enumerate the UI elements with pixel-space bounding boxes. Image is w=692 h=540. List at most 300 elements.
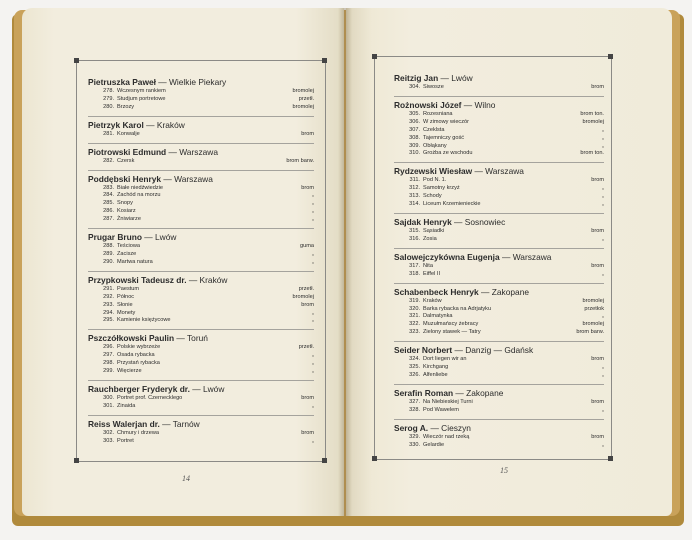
artwork-number: 281. <box>103 130 114 137</box>
photographer-city: Kraków <box>156 119 185 130</box>
entry-divider <box>88 329 314 330</box>
photographer-heading <box>88 333 314 344</box>
artwork-title: Portret prof. Czernecklego <box>117 394 183 401</box>
artwork-number: 291. <box>103 285 114 292</box>
artwork-number: 292. <box>103 293 114 300</box>
photographer-name: Rydzewski Wiesław <box>394 166 473 177</box>
artwork-title: Tajemniczy gość <box>423 134 465 141</box>
photographer-name: Sajdak Henryk <box>394 216 452 227</box>
artwork-number: 307. <box>409 126 420 133</box>
artwork-medium: „ <box>602 193 604 200</box>
photographer-city: Sosnowiec <box>464 216 506 227</box>
dash-separator: — <box>453 387 467 398</box>
artwork-row <box>394 434 604 442</box>
artwork-medium: brom <box>301 184 314 191</box>
photographer-city: Cieszyn <box>441 422 471 433</box>
photographer-name: Schabenbeck Henryk <box>394 286 479 297</box>
dash-separator: — <box>451 216 465 227</box>
artwork-row <box>394 356 604 364</box>
artwork-number: 297. <box>103 352 114 359</box>
catalog-entry <box>394 252 604 279</box>
artwork-medium: „ <box>312 437 314 444</box>
photographer-heading <box>88 384 314 395</box>
photographer-city: Toruń <box>187 333 208 344</box>
artwork-row <box>88 430 314 438</box>
artwork-title: Dort liegen wir an <box>423 356 467 363</box>
artwork-row <box>88 310 314 318</box>
catalog-entry <box>88 384 314 411</box>
artwork-medium: „ <box>312 258 314 265</box>
photographer-heading <box>88 232 314 243</box>
artwork-title: Zachód na morzu <box>117 192 161 199</box>
artwork-row <box>394 177 604 185</box>
artwork-row <box>88 294 314 302</box>
photographer-city: Wielkie Piekary <box>169 77 227 87</box>
frame-corner-ornament <box>608 456 613 461</box>
artwork-number: 315. <box>409 227 420 234</box>
artwork-number: 295. <box>103 317 114 324</box>
artwork-number: 312. <box>409 185 420 192</box>
artwork-title: Polskie wybrzeże <box>117 344 161 351</box>
artwork-title: Paestum <box>117 285 140 292</box>
artwork-row <box>394 263 604 271</box>
photographer-city: Warszawa <box>512 251 552 262</box>
entry-divider <box>394 213 604 214</box>
artwork-number: 302. <box>103 429 114 436</box>
artwork-medium: „ <box>602 235 604 242</box>
artwork-row <box>394 150 604 158</box>
artwork-row <box>394 143 604 151</box>
catalog-entry <box>88 174 314 225</box>
artwork-title: Siwosze <box>423 84 444 90</box>
dash-separator: — <box>478 286 492 297</box>
entry-divider <box>394 419 604 420</box>
artwork-medium: brom <box>591 84 604 90</box>
catalog-entry <box>88 147 314 166</box>
artwork-number: 287. <box>103 216 114 223</box>
artwork-row <box>394 127 604 135</box>
artwork-number: 328. <box>409 406 420 413</box>
artwork-title: Portret <box>117 437 134 444</box>
artwork-number: 329. <box>409 433 420 440</box>
artwork-number: 284. <box>103 192 114 199</box>
artwork-title: Sąsiadki <box>423 227 445 234</box>
artwork-medium: „ <box>602 441 604 448</box>
artwork-title: Zielony stawek — Tatry <box>423 329 481 336</box>
catalog-entry <box>394 166 604 209</box>
artwork-number: 290. <box>103 258 114 265</box>
photographer-city: Lwów <box>451 73 473 83</box>
artwork-number: 293. <box>103 301 114 308</box>
artwork-title: Samotny krzyż <box>423 185 460 192</box>
entry-divider <box>88 228 314 229</box>
photographer-heading <box>88 419 314 430</box>
artwork-number: 294. <box>103 309 114 316</box>
artwork-medium: brom <box>301 130 314 137</box>
photographer-name: Serafin Roman <box>394 387 454 398</box>
entry-divider <box>394 248 604 249</box>
catalog-entry <box>88 275 314 326</box>
photographer-name: Rauchberger Fryderyk dr. <box>88 383 190 394</box>
entry-divider <box>394 384 604 385</box>
artwork-title: Kirchgang <box>423 364 449 371</box>
dash-separator: — <box>155 77 169 87</box>
artwork-medium: „ <box>602 134 604 141</box>
dash-separator: — <box>189 383 203 394</box>
artwork-number: 319. <box>409 297 420 304</box>
photographer-name: Poddębski Henryk <box>88 173 162 184</box>
artwork-row <box>88 403 314 411</box>
artwork-medium: bromolej <box>292 103 314 110</box>
artwork-title: Żniwiarze <box>117 216 141 223</box>
artwork-row <box>394 364 604 372</box>
artwork-medium: bromolej <box>582 321 604 328</box>
artwork-number: 324. <box>409 356 420 363</box>
frame-corner-ornament <box>608 54 613 59</box>
artwork-number: 311. <box>409 177 420 184</box>
artwork-title: Osada rybacka <box>117 352 155 359</box>
artwork-number: 301. <box>103 402 114 409</box>
photographer-heading <box>394 423 604 434</box>
entry-divider <box>88 116 314 117</box>
artwork-medium: brom <box>301 394 314 401</box>
artwork-title: Chmury i drzewa <box>117 429 159 436</box>
artwork-row <box>88 317 314 325</box>
artwork-medium: bromolej <box>582 118 604 125</box>
artwork-title: Zacisze <box>117 250 137 257</box>
artwork-medium: brom <box>591 177 604 184</box>
catalog-entry <box>394 73 604 92</box>
entry-divider <box>394 162 604 163</box>
artwork-title: Alfenliebe <box>423 371 448 378</box>
photographer-heading <box>394 166 604 177</box>
artwork-title: W zimowy wieczór <box>423 118 469 125</box>
artwork-row <box>88 352 314 360</box>
artwork-title: Zinaida <box>117 402 136 409</box>
artwork-number: 306. <box>409 118 420 125</box>
artwork-number: 318. <box>409 270 420 277</box>
artwork-row <box>88 88 314 96</box>
frame-corner-ornament <box>372 54 377 59</box>
artwork-number: 314. <box>409 201 420 208</box>
entry-divider <box>394 341 604 342</box>
artwork-title: Rozesniana <box>423 110 453 117</box>
entry-divider <box>394 96 604 97</box>
artwork-title: Eiffel II <box>423 270 440 277</box>
artwork-row <box>394 119 604 127</box>
artwork-row <box>88 368 314 376</box>
photographer-city: Danzig — Gdańsk <box>465 345 534 356</box>
artwork-medium: brom <box>591 433 604 440</box>
entry-divider <box>88 380 314 381</box>
artwork-number: 327. <box>409 398 420 405</box>
artwork-medium: brom barw. <box>576 329 604 336</box>
catalog-entry <box>394 217 604 244</box>
artwork-medium: „ <box>312 352 314 359</box>
photographer-heading <box>88 120 314 131</box>
artwork-number: 289. <box>103 250 114 257</box>
artwork-medium: „ <box>602 185 604 192</box>
artwork-title: Studjum portretowe <box>117 95 166 102</box>
artwork-medium: „ <box>312 360 314 367</box>
artwork-medium: „ <box>602 270 604 277</box>
artwork-title: Obłąkany <box>423 142 447 149</box>
photographer-heading <box>88 174 314 185</box>
artwork-medium: brom barw. <box>286 157 314 164</box>
artwork-title: Pod N. 1. <box>423 177 447 184</box>
artwork-number: 285. <box>103 200 114 207</box>
catalog-entry <box>88 77 314 112</box>
artwork-title: Wczesnym rankiem <box>117 88 166 94</box>
dash-separator: — <box>499 251 513 262</box>
artwork-title: Białe niedźwiedzie <box>117 184 164 191</box>
artwork-row <box>394 399 604 407</box>
artwork-row <box>394 298 604 306</box>
artwork-title: Muzułmańscy żebracy <box>423 321 479 328</box>
artwork-row <box>88 438 314 446</box>
photographer-name: Pietruszka Paweł <box>88 77 156 87</box>
artwork-medium: przetł. <box>298 95 314 102</box>
artwork-medium: „ <box>312 208 314 215</box>
artwork-row <box>394 228 604 236</box>
artwork-medium: bromolej <box>292 88 314 94</box>
artwork-row <box>88 286 314 294</box>
artwork-medium: bromolej <box>582 297 604 304</box>
artwork-title: Barka rybacka na Adrjatyku <box>423 305 492 312</box>
photographer-heading <box>88 275 314 286</box>
artwork-medium: brom <box>591 227 604 234</box>
photographer-city: Warszawa <box>179 146 218 157</box>
artwork-row <box>394 271 604 279</box>
artwork-row <box>394 201 604 209</box>
photographer-name: Pszczółkowski Paulin <box>88 333 175 344</box>
photographer-heading <box>394 345 604 356</box>
artwork-number: 304. <box>409 84 420 90</box>
entry-divider <box>88 143 314 144</box>
artwork-title: Czeklsta <box>423 126 445 133</box>
photographer-heading <box>88 147 314 158</box>
artwork-row <box>88 192 314 200</box>
dash-separator: — <box>166 146 180 157</box>
photographer-heading <box>394 287 604 298</box>
artwork-row <box>394 84 604 92</box>
artwork-number: 288. <box>103 243 114 250</box>
artwork-row <box>88 216 314 224</box>
dash-separator: — <box>186 274 200 285</box>
artwork-medium: „ <box>602 364 604 371</box>
artwork-number: 298. <box>103 360 114 367</box>
left-page-catalog <box>88 77 314 450</box>
artwork-number: 316. <box>409 235 420 242</box>
artwork-title: Kraków <box>423 297 442 304</box>
artwork-medium: brom ton. <box>580 150 604 157</box>
artwork-row <box>394 372 604 380</box>
catalog-entry <box>394 345 604 380</box>
artwork-number: 317. <box>409 262 420 269</box>
artwork-row <box>88 208 314 216</box>
artwork-title: Snopy <box>117 200 133 207</box>
artwork-medium: „ <box>312 309 314 316</box>
artwork-number: 325. <box>409 364 420 371</box>
book-gutter <box>338 8 352 516</box>
artwork-title: Gelardie <box>423 441 445 448</box>
dash-separator: — <box>452 345 466 356</box>
artwork-title: Nita <box>423 262 433 269</box>
artwork-title: Kamienie księżycowe <box>117 317 171 324</box>
artwork-number: 309. <box>409 142 420 149</box>
artwork-title: Konwalje <box>117 130 140 137</box>
photographer-name: Seider Norbert <box>394 345 453 356</box>
artwork-title: Schody <box>423 193 442 200</box>
artwork-number: 308. <box>409 134 420 141</box>
artwork-row <box>88 185 314 193</box>
entry-divider <box>88 415 314 416</box>
photographer-name: Przypkowski Tadeusz dr. <box>88 274 187 285</box>
artwork-title: Grożba ze wschodu <box>423 150 473 157</box>
artwork-medium: „ <box>602 142 604 149</box>
artwork-medium: „ <box>602 201 604 208</box>
artwork-title: Północ <box>117 293 135 300</box>
artwork-medium: „ <box>312 317 314 324</box>
dash-separator: — <box>438 73 452 83</box>
artwork-medium: „ <box>602 406 604 413</box>
artwork-number: 305. <box>409 110 420 117</box>
photographer-city: Wilno <box>474 99 496 110</box>
artwork-medium: „ <box>312 250 314 257</box>
artwork-number: 322. <box>409 321 420 328</box>
artwork-title: Teściowa <box>117 243 141 250</box>
artwork-number: 310. <box>409 150 420 157</box>
artwork-medium: przetłok <box>584 305 604 312</box>
photographer-name: Piotrowski Edmund <box>88 146 167 157</box>
artwork-row <box>88 158 314 166</box>
photographer-city: Lwów <box>155 232 177 243</box>
artwork-medium: brom ton. <box>580 110 604 117</box>
right-page-number: 15 <box>500 466 508 475</box>
catalog-entry <box>394 388 604 415</box>
artwork-title: Kosiarz <box>117 208 136 215</box>
artwork-title: Wieczór nad rzeką <box>423 433 470 440</box>
artwork-row <box>88 243 314 251</box>
entry-divider <box>88 170 314 171</box>
artwork-medium: brom <box>591 356 604 363</box>
artwork-title: Dalmatynka <box>423 313 453 320</box>
artwork-number: 300. <box>103 394 114 401</box>
entry-divider <box>88 271 314 272</box>
photographer-name: Pietrzyk Karol <box>88 119 144 130</box>
artwork-row <box>88 344 314 352</box>
artwork-number: 280. <box>103 103 114 110</box>
photographer-city: Kraków <box>199 274 228 285</box>
artwork-title: Na Niebieskiej Turni <box>423 398 473 405</box>
artwork-number: 323. <box>409 329 420 336</box>
artwork-title: Pod Wawelem <box>423 406 459 413</box>
artwork-row <box>394 442 604 450</box>
artwork-row <box>88 200 314 208</box>
artwork-row <box>88 131 314 139</box>
artwork-row <box>88 104 314 112</box>
dash-separator: — <box>161 173 175 184</box>
artwork-number: 326. <box>409 371 420 378</box>
photographer-city: Lwów <box>202 383 225 394</box>
frame-corner-ornament <box>372 456 377 461</box>
artwork-medium: brom <box>591 262 604 269</box>
artwork-medium: „ <box>312 200 314 207</box>
artwork-title: Liceum Krzemienieckie <box>423 201 481 208</box>
artwork-medium: guma <box>300 243 314 250</box>
photographer-city: Zakopane <box>491 286 530 297</box>
dash-separator: — <box>428 422 442 433</box>
photographer-heading <box>394 217 604 228</box>
frame-corner-ornament <box>322 58 327 63</box>
artwork-title: Słonie <box>117 301 133 308</box>
artwork-title: Więcierze <box>117 368 142 375</box>
artwork-medium: brom <box>301 301 314 308</box>
entry-divider <box>394 283 604 284</box>
photographer-heading <box>394 388 604 399</box>
artwork-medium: „ <box>312 368 314 375</box>
artwork-row <box>88 302 314 310</box>
artwork-number: 283. <box>103 184 114 191</box>
catalog-entry <box>394 287 604 338</box>
artwork-medium: brom <box>591 398 604 405</box>
dash-separator: — <box>461 99 475 110</box>
artwork-row <box>88 259 314 267</box>
frame-corner-ornament <box>74 58 79 63</box>
left-page <box>22 8 344 516</box>
photographer-heading <box>394 73 604 84</box>
artwork-row <box>394 236 604 244</box>
artwork-number: 303. <box>103 437 114 444</box>
photographer-heading <box>394 252 604 263</box>
artwork-medium: „ <box>602 126 604 133</box>
artwork-number: 296. <box>103 344 114 351</box>
artwork-number: 278. <box>103 88 114 94</box>
artwork-number: 330. <box>409 441 420 448</box>
photographer-heading <box>394 100 604 111</box>
right-page-catalog <box>394 73 604 453</box>
photographer-heading <box>88 77 314 88</box>
artwork-row <box>394 313 604 321</box>
artwork-row <box>394 185 604 193</box>
catalog-entry <box>88 419 314 446</box>
artwork-number: 279. <box>103 95 114 102</box>
artwork-row <box>394 321 604 329</box>
catalog-entry <box>394 423 604 450</box>
artwork-medium: „ <box>312 192 314 199</box>
left-page-number: 14 <box>182 474 190 483</box>
photographer-name: Salowejczykówna Eugenja <box>394 251 500 262</box>
artwork-row <box>88 360 314 368</box>
catalog-entry <box>394 100 604 158</box>
artwork-medium: „ <box>602 313 604 320</box>
artwork-number: 313. <box>409 193 420 200</box>
photographer-city: Tarnów <box>172 418 200 429</box>
photographer-city: Zakopane <box>466 387 504 398</box>
photographer-city: Warszawa <box>485 166 524 177</box>
right-page <box>346 8 672 516</box>
dash-separator: — <box>141 232 156 243</box>
artwork-medium: „ <box>312 216 314 223</box>
artwork-row <box>394 193 604 201</box>
artwork-medium: „ <box>312 402 314 409</box>
photographer-name: Serog A. <box>394 422 429 433</box>
artwork-title: Przystań rybacka <box>117 360 160 367</box>
photographer-name: Reitzig Jan <box>394 73 439 83</box>
artwork-number: 286. <box>103 208 114 215</box>
artwork-row <box>394 306 604 314</box>
artwork-title: Martwa natura <box>117 258 153 265</box>
